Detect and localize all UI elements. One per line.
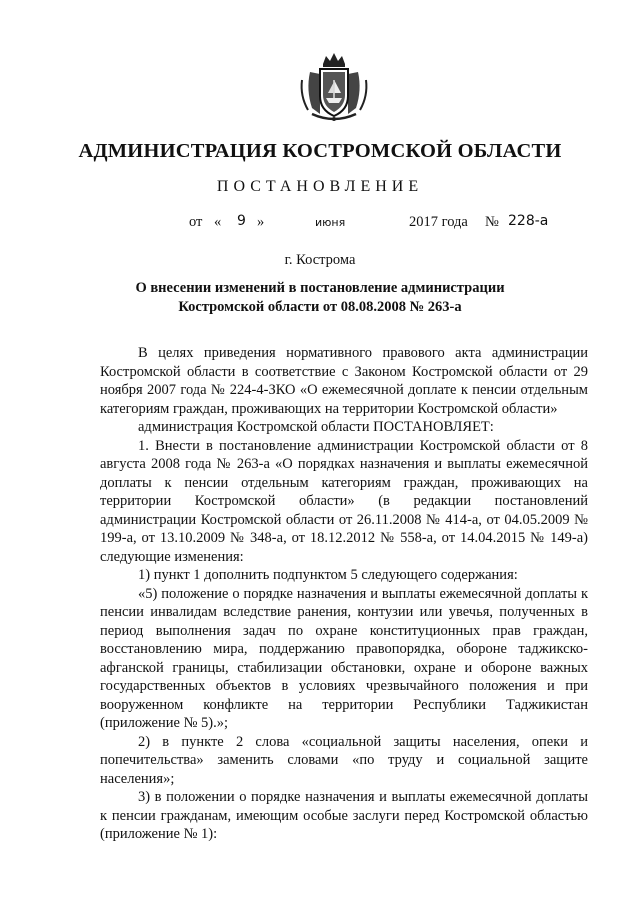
date-day: 9 xyxy=(237,213,246,229)
organization-title: АДМИНИСТРАЦИЯ КОСТРОМСКОЙ ОБЛАСТИ xyxy=(78,140,562,162)
date-close-quote: » xyxy=(257,214,265,230)
document-subject xyxy=(0,279,640,317)
coat-of-arms-icon xyxy=(298,50,370,124)
date-open-quote: « xyxy=(214,214,222,230)
paragraph-resolves: администрация Костромской области ПОСТАНОВЛЯЕТ: xyxy=(138,419,494,435)
document-body xyxy=(100,344,588,844)
paragraph-subitem-1: 1) пункт 1 дополнить подпунктом 5 следующего содержания: xyxy=(138,567,518,583)
city: г. Кострома xyxy=(284,252,356,268)
paragraph-item-1: 1. Внести в постановление администрации Костромской области от 8 августа 2008 года № 263-а «О порядках назначения и выплаты ежемесячной доплаты к пенсии отдельным категориям граждан, проживающих на территории Костромской области» (в редакции постановлений администрации Костромской области от 26.11.2008 № 414-а, от 04.05.2009 № 199-а, от 13.10.2009 № 348-а, от 18.12.2012 № 558-а, от 14.04.2015 № 149-а) следующие изменения: xyxy=(100,437,588,565)
date-from-label: от xyxy=(189,214,203,230)
date-month: июня xyxy=(315,216,346,229)
subject-line-1: О внесении изменений в постановление администрации xyxy=(135,280,505,296)
document-number: 228-а xyxy=(508,213,549,229)
document-type: ПОСТАНОВЛЕНИЕ xyxy=(216,178,424,195)
subject-line-2: Костромской области от 08.08.2008 № 263-а xyxy=(178,299,462,315)
paragraph-subitem-2: 2) в пункте 2 слова «социальной защиты населения, опеки и попечительства» заменить словами «по труду и социальной защите населения»; xyxy=(100,733,588,787)
date-year: 2017 года xyxy=(409,214,468,230)
number-label: № xyxy=(485,214,499,230)
paragraph-preamble: В целях приведения нормативного правового акта администрации Костромской области в соответствие с Законом Костромской области от 29 ноября 2007 года № 224-4-ЗКО «О ежемесячной доплате к пенсии отдельным категориям граждан, проживающих на территории Костромской области» xyxy=(100,345,588,417)
paragraph-subitem-5-text: «5) положение о порядке назначения и выплаты ежемесячной доплаты к пенсии инвалидам вследствие ранения, контузии или увечья, полученных в период выполнения задач по охране конституционных прав граждан, восстановлению мира, поддержанию правопорядка, обороне таджикско-афганской границы, стабилизации обстановки, охране и обороне важных государственных объектов в условиях чрезвычайного положения и при вооруженном конфликте на территории Республики Таджикистан (приложение № 5).»; xyxy=(100,585,588,731)
paragraph-subitem-3: 3) в положении о порядке назначения и выплаты ежемесячной доплаты к пенсии гражданам, имеющим особые заслуги перед Костромской областью (приложение № 1): xyxy=(100,789,588,842)
